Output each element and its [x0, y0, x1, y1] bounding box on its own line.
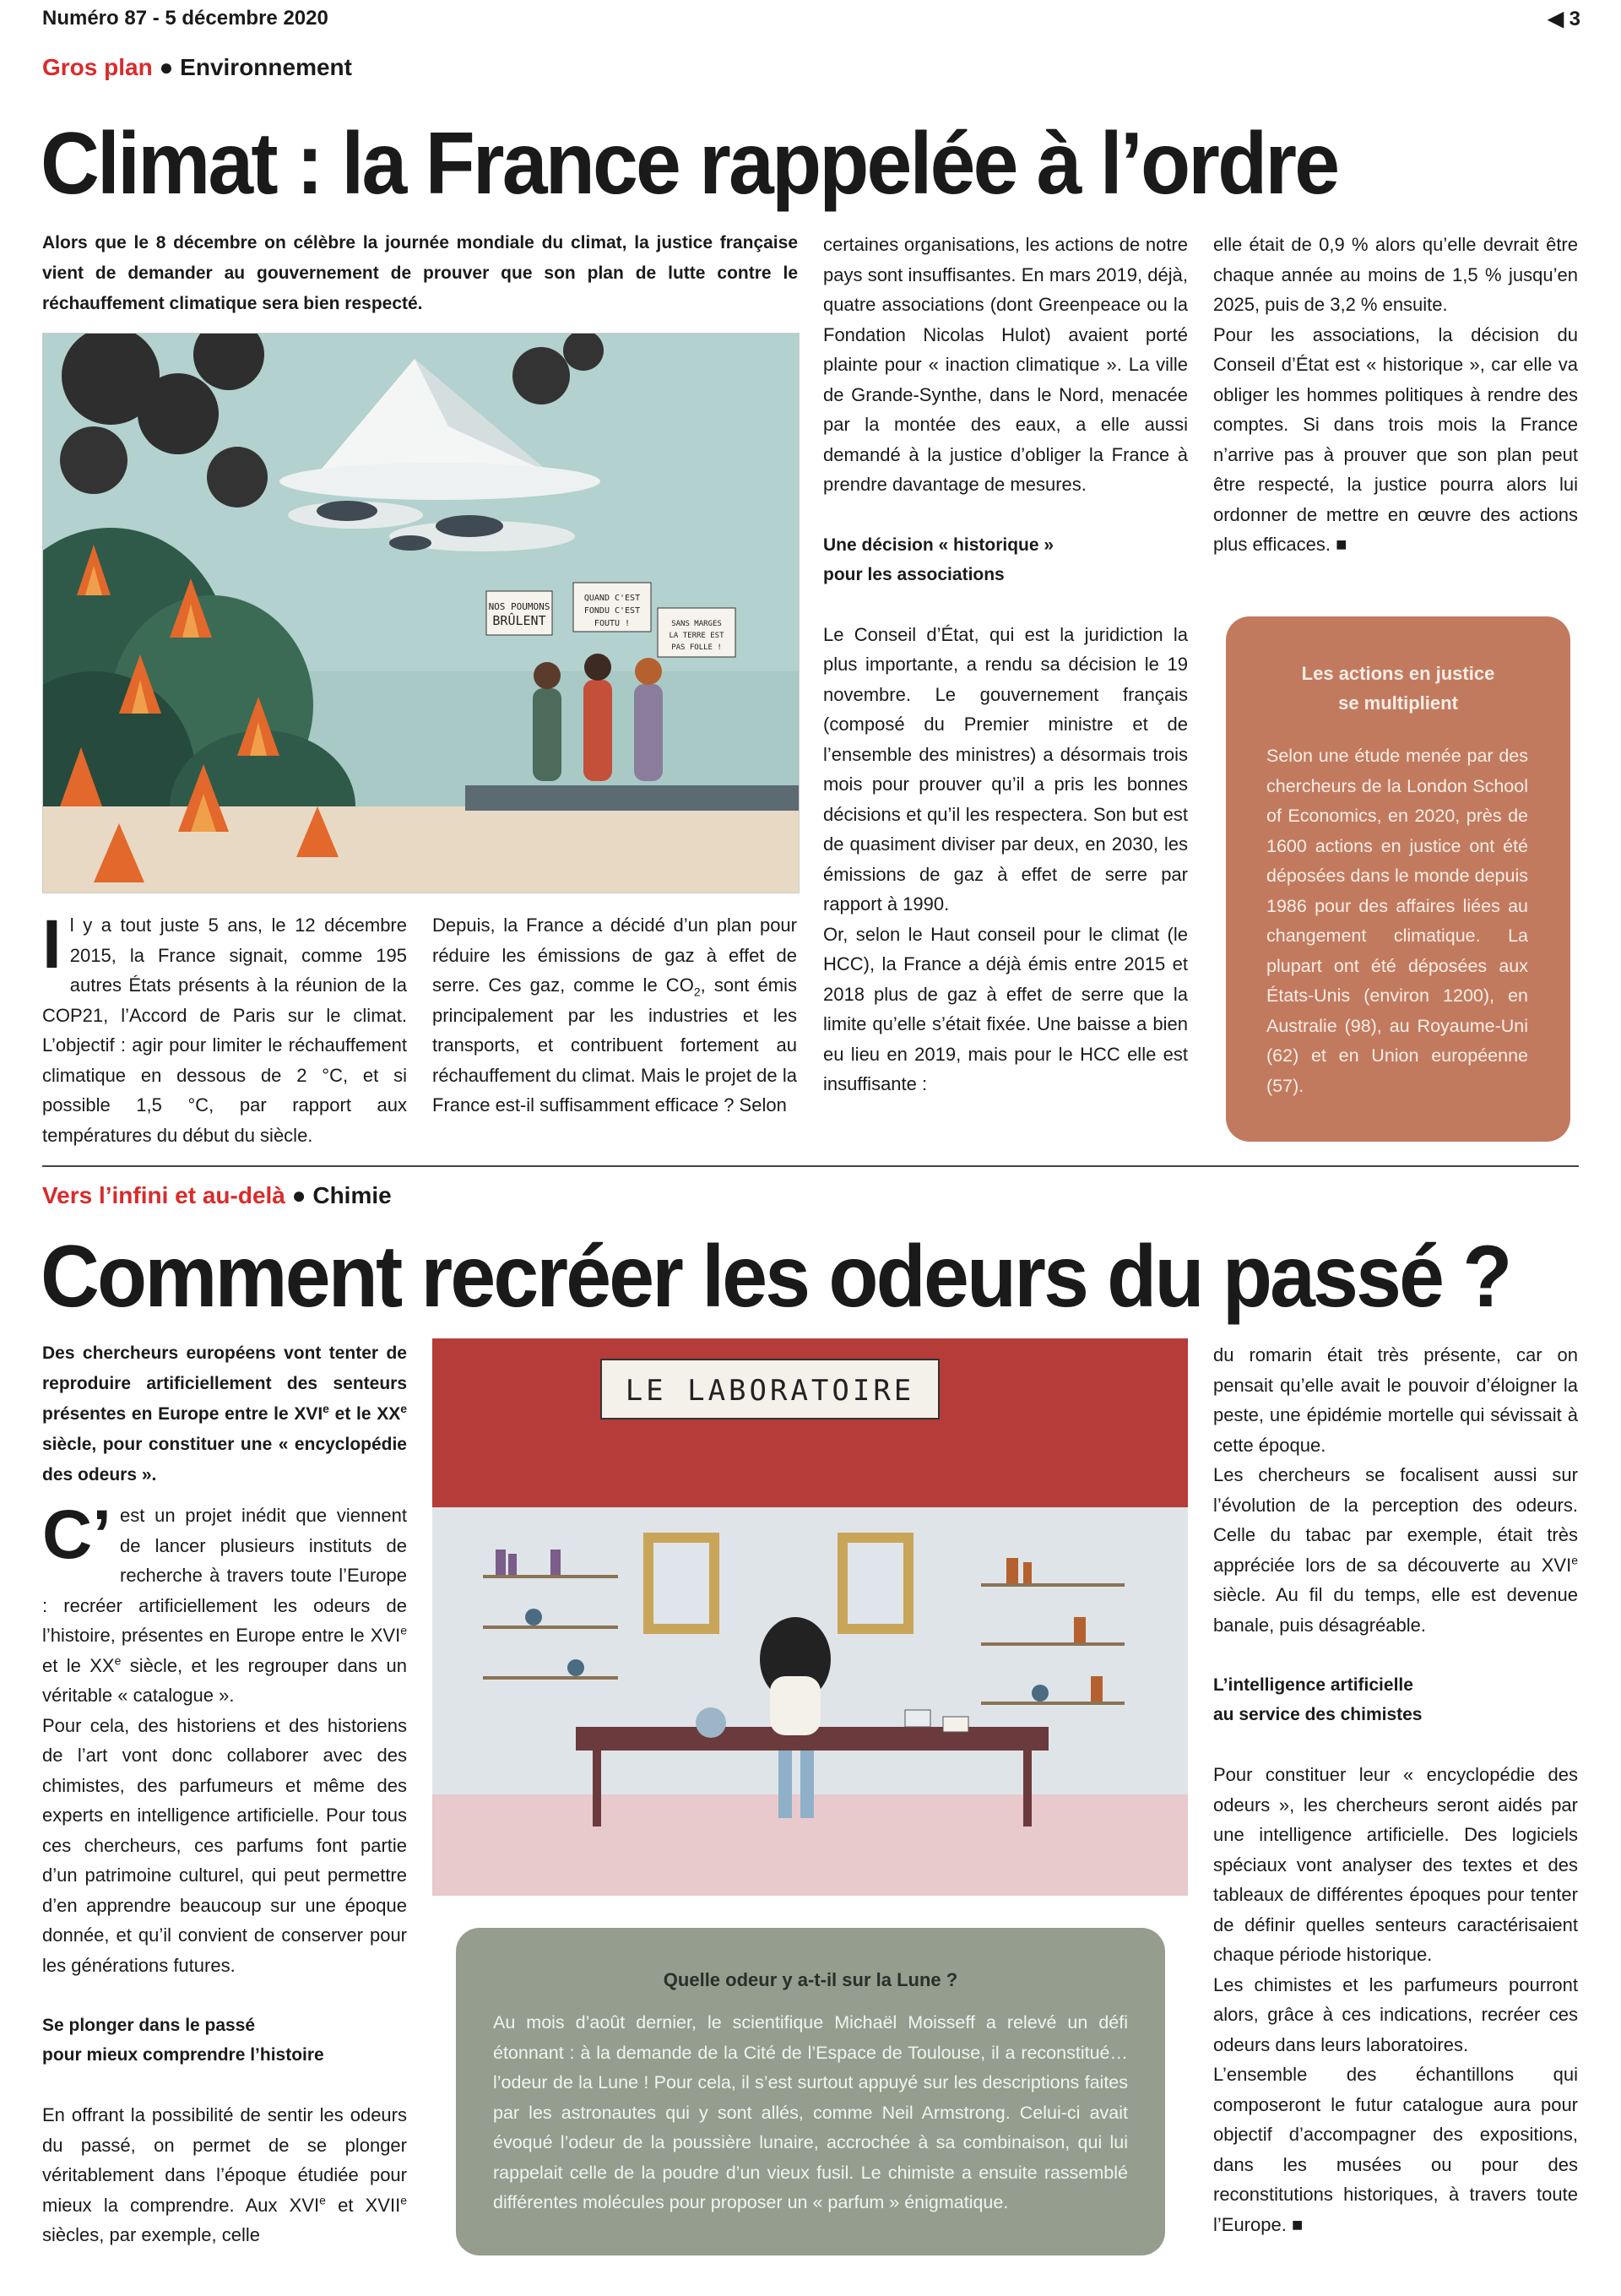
- sign-text-2c: FOUTU !: [594, 619, 631, 628]
- sidebar-box-lawsuits: [1226, 616, 1570, 1142]
- laboratory-illustration-svg: [432, 1338, 1188, 1896]
- superscript: e: [400, 2193, 407, 2207]
- lab-sign-text: LE LABORATOIRE: [625, 1374, 915, 1408]
- box-text: Selon une étude menée par des chercheurs de la London School of Economics, en 2020, près de 1600 actions en justice ont été déposées dans le monde depuis 1986 pour des affaires liées au changement climatique. La plupart ont été déposées aux États-Unis (environ 1200), en Australie (98), au Royaume-Uni (62) et en Union européenne (57).: [1266, 746, 1528, 1096]
- paragraph: Pour les associations, la décision du Conseil d’État est « historique », car elle va obliger les hommes politiques à rendre des comptes. Si dans trois mois la France n’arrive pas à prouver que son plan peut être respecté, la justice pourra alors lui ordonner de mettre en œuvre des actions plus efficaces. ■: [1213, 323, 1578, 555]
- sidebar-box-moon-smell: [456, 1928, 1165, 2255]
- sign-text-2a: QUAND C'EST: [583, 594, 641, 603]
- box-title: se multiplient: [1338, 692, 1458, 714]
- article2-column-1: [42, 1496, 407, 2250]
- page-number: ◀ 3: [1548, 8, 1580, 30]
- rubric-section: Vers l’infini et au-delà: [42, 1182, 285, 1208]
- paragraph-part: et le XX: [42, 1654, 115, 1676]
- dropcap: C’: [42, 1496, 111, 1573]
- climate-illustration-svg: [43, 334, 799, 893]
- subheading: Se plonger dans le passé: [42, 2016, 256, 2035]
- subheading: pour les associations: [823, 564, 1005, 584]
- dropcap: I: [42, 906, 62, 983]
- headline-article1: Climat : la France rappelée à l’ordre: [41, 115, 1338, 213]
- article2-column-3: [1213, 1340, 1578, 2239]
- paragraph: Les chimistes et les parfumeurs pourront alors, grâce à ces indications, recréer ces odeurs dans leurs laboratoires.: [1213, 1973, 1578, 2055]
- sign-1: [485, 591, 486, 592]
- chapo-part: et le XX: [328, 1404, 401, 1424]
- chapo-part: siècle, pour constituer une « encyclopédie des odeurs ».: [42, 1435, 407, 1485]
- superscript: e: [323, 1402, 329, 1415]
- paragraph: certaines organisations, les actions de notre pays sont insuffisantes. En mars 2019, déjà, quatre associations (dont Greenpeace ou la Fondation Nicolas Hulot) avaient porté plainte pour « inaction climatique ». La ville de Grande-Synthe, dans le Nord, menacée par la montée des eaux, a elle aussi demandé à la justice d’obliger la France à prendre davantage de mesures.: [823, 234, 1188, 495]
- article1-column-2: [432, 910, 797, 1121]
- chapo-article1: Alors que le 8 décembre on célèbre la journée mondiale du climat, la justice française vient de demander au gouvernement de prouver que son plan de lutte contre le réchauffement climatique sera bien respecté.: [42, 233, 798, 313]
- superscript: e: [400, 1402, 407, 1415]
- illustration-climate-march: [42, 333, 800, 893]
- sign-text-1a: NOS POUMONS: [488, 601, 550, 612]
- box-title: Les actions en justice: [1301, 663, 1495, 684]
- paragraph: L’ensemble des échantillons qui composeront le futur catalogue aura pour objectif d’accompagner des expositions, dans les musées ou pour des reconstitutions historiques, à travers toute l’Europe. ■: [1213, 2064, 1578, 2235]
- subheading: au service des chimistes: [1213, 1705, 1423, 1724]
- paragraph-part: siècle. Au fil du temps, elle est devenue banale, puis désagréable.: [1213, 1584, 1578, 1636]
- rubric-topic: ● Environnement: [152, 54, 352, 80]
- article1-column-3: [823, 230, 1188, 1099]
- paragraph-part: siècles, par exemple, celle: [42, 2224, 261, 2245]
- subheading: L’intelligence artificielle: [1213, 1675, 1413, 1695]
- paragraph: Or, selon le Haut conseil pour le climat (le HCC), la France a déjà émis entre 2015 et 2018 plus de gaz à effet de serre que la limite qu’elle s’était fixée. Une baisse a bien eu lieu en 2019, mais pour le HCC elle est insuffisante :: [823, 923, 1188, 1094]
- superscript: e: [400, 1623, 407, 1637]
- rubric-article2: [42, 1182, 392, 1209]
- paragraph: Pour constituer leur « encyclopédie des odeurs », les chercheurs seront aidés par une intelligence artificielle. Des logiciels spéciaux vont analyser des textes et des tableaux de différentes époques pour tenter de définir quelles senteurs caractérisaient chaque période historique.: [1213, 1764, 1578, 1965]
- paragraph-part: siècle, et les regrouper dans un véritable « catalogue ».: [42, 1654, 407, 1706]
- box-title: Quelle odeur y a-t-il sur la Lune ?: [663, 1969, 958, 1990]
- section-divider: [42, 1165, 1579, 1167]
- superscript: e: [319, 2193, 326, 2207]
- paragraph-part: et XVII: [325, 2194, 401, 2216]
- sign-text-3c: PAS FOLLE !: [671, 643, 722, 652]
- chapo-part: Des chercheurs européens vont tenter de reproduire artificiellement des senteurs présentes en Europe entre le XVI: [42, 1343, 407, 1424]
- superscript: e: [1571, 1553, 1578, 1567]
- subheading: Une décision « historique »: [823, 535, 1054, 555]
- box-text: Au mois d’août dernier, le scientifique Michaël Moisseff a relevé un défi étonnant : à la demande de la Cité de l’Espace de Toulouse, il a reconstitué… l’odeur de la Lune ! Pour cela, il s’est surtout appuyé sur les descriptions faites par les astronautes qui y sont allés, comme Neil Armstrong. Celui-ci avait évoqué l’odeur de la poussière lunaire, accrochée à sa combinaison, qui lui rappelait celle de la poudre d’un vieux fusil. Le chimiste a ensuite rassemblé différentes molécules pour proposer un « parfum » énigmatique.: [493, 2012, 1128, 2212]
- sign-text-3a: SANS MARGES: [671, 620, 722, 628]
- article1-column-1: [42, 906, 407, 1150]
- rubric-article1: [42, 54, 352, 81]
- paragraph-part: En offrant la possibilité de sentir les odeurs du passé, on permet de se plonger véritablement dans l’époque étudiée pour mieux la comprendre. Aux XVI: [42, 2104, 407, 2216]
- article1-column-4: [1213, 230, 1578, 560]
- rubric-section: Gros plan: [42, 54, 153, 80]
- chapo-article2: [42, 1338, 407, 1490]
- paragraph-part: , sont émis principalement par les industries et les transports, et contribuent fortement au réchauffement du climat. Mais le projet de la France est-il suffisamment efficace ? Selon: [432, 974, 798, 1115]
- paragraph-part: Les chercheurs se focalisent aussi sur l’évolution de la perception des odeurs. Celle du tabac par exemple, était très appréciée lors de sa découverte au XVI: [1213, 1464, 1578, 1576]
- paragraph: l y a tout juste 5 ans, le 12 décembre 2015, la France signait, comme 195 autres États présents à la réunion de la COP21, l’Accord de Paris sur le climat. L’objectif : agir pour limiter le réchauffement climatique en dessous de 2 °C, et si possible 1,5 °C, par rapport aux températures du début du siècle.: [42, 915, 407, 1146]
- sign-text-3b: LA TERRE EST: [669, 632, 724, 640]
- paragraph: Pour cela, des historiens et des historiens de l’art vont donc collaborer avec des chimistes, des parfumeurs et même des experts en intelligence artificielle. Pour tous ces chercheurs, ces parfums font partie d’un patrimoine culturel, qui peut permettre d’en apprendre beaucoup sur une époque donnée, et qu’il convient de conserver pour les générations futures.: [42, 1714, 407, 1976]
- illustration-laboratory: [432, 1338, 1188, 1896]
- sign-text-1b: BRÛLENT: [492, 613, 546, 628]
- sign-text-2b: FONDU C'EST: [583, 606, 641, 616]
- paragraph-part: Depuis, la France a décidé d’un plan pour réduire les émissions de gaz à effet de serre. Ces gaz, comme le CO: [432, 915, 797, 996]
- paragraph: du romarin était très présente, car on pensait qu’elle avait le pouvoir d’éloigner la peste, une épidémie mortelle qui sévissait à cette époque.: [1213, 1344, 1578, 1456]
- subheading: pour mieux comprendre l’histoire: [42, 2045, 324, 2065]
- subscript: 2: [693, 985, 701, 999]
- paragraph: elle était de 0,9 % alors qu’elle devrait être chaque année au moins de 1,5 % jusqu’en 2025, puis de 3,2 % ensuite.: [1213, 234, 1578, 315]
- superscript: e: [114, 1653, 122, 1668]
- paragraph-part: est un projet inédit que viennent de lancer plusieurs instituts de recherche à travers toute l’Europe : recréer artificiellement les odeurs de l’histoire, présentes en Europe entre le XVI: [42, 1505, 407, 1646]
- issue-label: Numéro 87 - 5 décembre 2020: [42, 7, 328, 30]
- headline-article2: Comment recréer les odeurs du passé ?: [41, 1228, 1510, 1326]
- rubric-topic: ● Chimie: [285, 1182, 392, 1208]
- paragraph: Le Conseil d’État, qui est la juridiction la plus importante, a rendu sa décision le 19 novembre. Le gouvernement français (composé du Premier ministre et de l’ensemble des ministres) a désormais trois mois pour prouver qu’il a pris les bonnes décisions et qu’il les respectera. Son but est de quasiment diviser par deux, en 2030, les émissions de gaz à effet de serre par rapport à 1990.: [823, 623, 1188, 915]
